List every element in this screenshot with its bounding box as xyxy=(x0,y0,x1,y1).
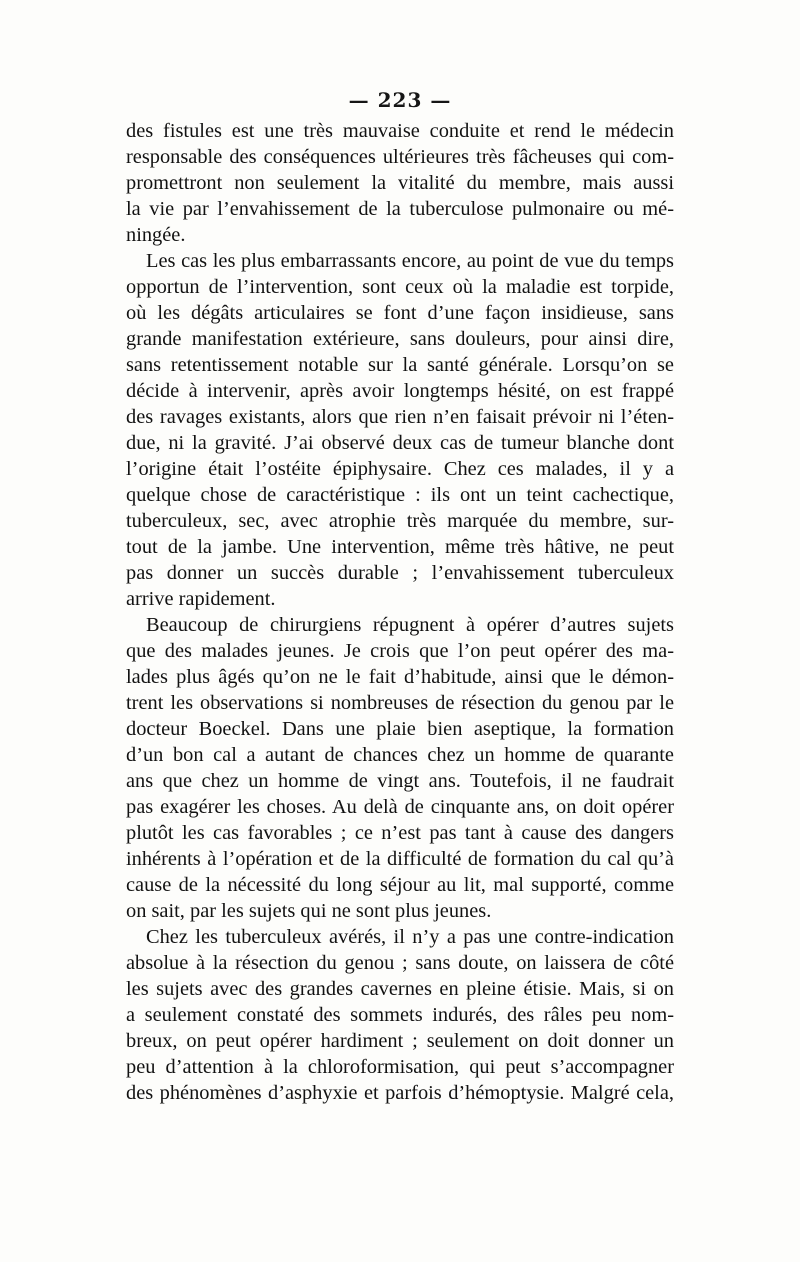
text-line: lades plus âgés qu’on ne le fait d’habitude, ainsi que le démon- xyxy=(126,666,674,688)
text-line: tout de la jambe. Une intervention, même très hâtive, ne peut xyxy=(126,536,674,558)
text-line: a seulement constaté des sommets indurés, des râles peu nom- xyxy=(126,1004,674,1026)
text-line: cause de la nécessité du long séjour au lit, mal supporté, comme xyxy=(126,874,674,896)
text-line: inhérents à l’opération et de la difficulté de formation du cal qu’à xyxy=(126,848,674,870)
text-line: pas exagérer les choses. Au delà de cinquante ans, on doit opérer xyxy=(126,796,674,818)
text-line: quelque chose de caractéristique : ils ont un teint cachectique, xyxy=(126,484,674,506)
text-line: Chez les tuberculeux avérés, il n’y a pas une contre-indication xyxy=(146,926,674,948)
body-text xyxy=(126,118,674,1106)
text-line: breux, on peut opérer hardiment ; seulement on doit donner un xyxy=(126,1030,674,1052)
text-line: pas donner un succès durable ; l’envahissement tuberculeux xyxy=(126,562,674,584)
page-number: — 223 — xyxy=(348,88,452,112)
text-line: des phénomènes d’asphyxie et parfois d’hémoptysie. Malgré cela, xyxy=(126,1082,674,1104)
text-line: peu d’attention à la chloroformisation, qui peut s’accompagner xyxy=(126,1056,674,1078)
text-line: ningée. xyxy=(126,224,186,246)
text-line: due, ni la gravité. J’ai observé deux cas de tumeur blanche dont xyxy=(126,432,674,454)
text-line: les sujets avec des grandes cavernes en pleine étisie. Mais, si on xyxy=(126,978,674,1000)
text-line: on sait, par les sujets qui ne sont plus jeunes. xyxy=(126,900,492,922)
text-line: sans retentissement notable sur la santé générale. Lorsqu’on se xyxy=(126,354,674,376)
text-line: d’un bon cal a autant de chances chez un homme de quarante xyxy=(126,744,674,766)
text-line: la vie par l’envahissement de la tuberculose pulmonaire ou mé- xyxy=(126,198,674,220)
text-line: trent les observations si nombreuses de résection du genou par le xyxy=(126,692,674,714)
text-line: décide à intervenir, après avoir longtemps hésité, on est frappé xyxy=(126,380,674,402)
text-line: que des malades jeunes. Je crois que l’on peut opérer des ma- xyxy=(126,640,674,662)
text-line: où les dégâts articulaires se font d’une façon insidieuse, sans xyxy=(126,302,674,324)
text-line: l’origine était l’ostéite épiphysaire. Chez ces malades, il y a xyxy=(126,458,674,480)
text-line: absolue à la résection du genou ; sans doute, on laissera de côté xyxy=(126,952,674,974)
text-line: ans que chez un homme de vingt ans. Toutefois, il ne faudrait xyxy=(126,770,674,792)
text-line: responsable des conséquences ultérieures très fâcheuses qui com- xyxy=(126,146,674,168)
text-line: arrive rapidement. xyxy=(126,588,276,610)
text-line: plutôt les cas favorables ; ce n’est pas tant à cause des dangers xyxy=(126,822,674,844)
text-line: docteur Boeckel. Dans une plaie bien aseptique, la formation xyxy=(126,718,674,740)
text-line: grande manifestation extérieure, sans douleurs, pour ainsi dire, xyxy=(126,328,674,350)
text-line: Beaucoup de chirurgiens répugnent à opérer d’autres sujets xyxy=(146,614,674,636)
text-line: opportun de l’intervention, sont ceux où la maladie est torpide, xyxy=(126,276,674,298)
text-line: des fistules est une très mauvaise conduite et rend le médecin xyxy=(126,120,674,142)
text-line: promettront non seulement la vitalité du membre, mais aussi xyxy=(126,172,674,194)
text-line: des ravages existants, alors que rien n’en faisait prévoir ni l’éten- xyxy=(126,406,674,428)
text-line: Les cas les plus embarrassants encore, au point de vue du temps xyxy=(146,250,674,272)
text-line: tuberculeux, sec, avec atrophie très marquée du membre, sur- xyxy=(126,510,674,532)
